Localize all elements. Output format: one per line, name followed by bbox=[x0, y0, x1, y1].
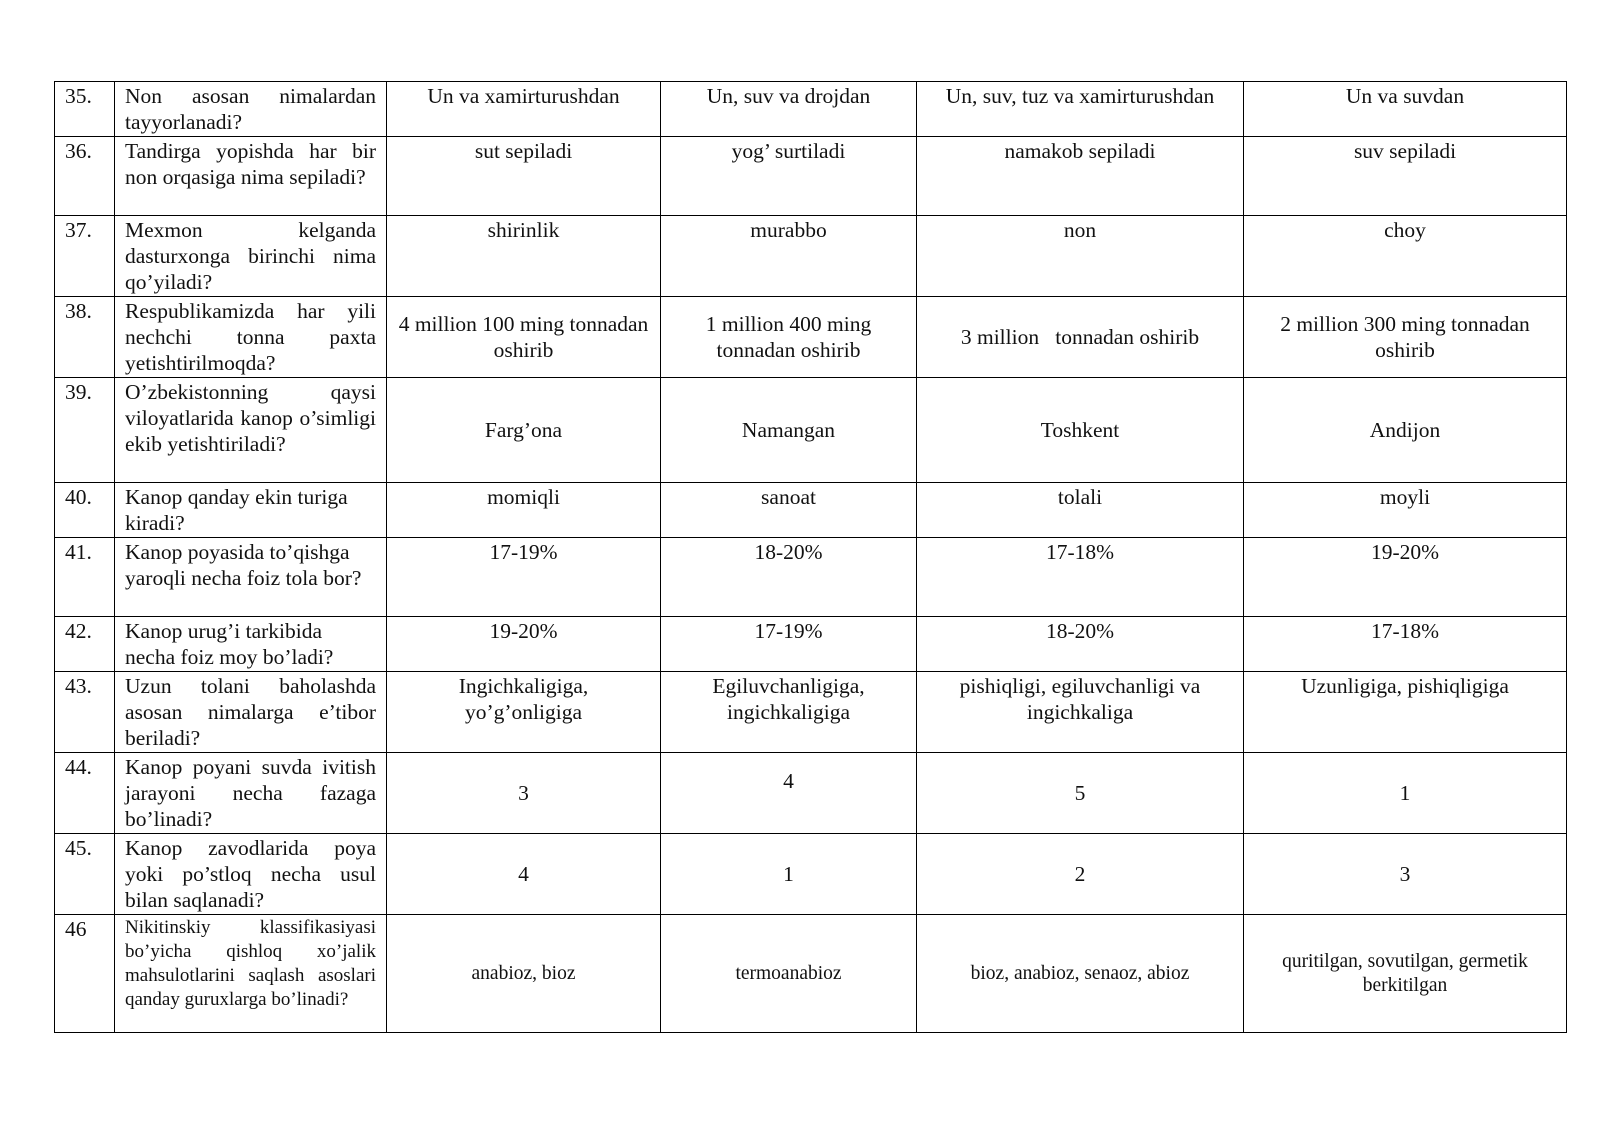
option-d: 1 bbox=[1244, 753, 1567, 834]
option-b: 4 bbox=[661, 753, 917, 834]
option-a: sut sepiladi bbox=[387, 137, 661, 216]
option-c: Un, suv, tuz va xamirturushdan bbox=[917, 82, 1244, 137]
option-b: termoanabioz bbox=[661, 915, 917, 1033]
question-text: Kanop qanday ekin turiga kiradi? bbox=[115, 483, 387, 538]
question-number: 35. bbox=[55, 82, 115, 137]
option-d: Uzunligiga, pishiqligiga bbox=[1244, 672, 1567, 753]
option-c: 3 million tonnadan oshirib bbox=[917, 297, 1244, 378]
option-a: shirinlik bbox=[387, 216, 661, 297]
option-c: non bbox=[917, 216, 1244, 297]
option-a: 19-20% bbox=[387, 617, 661, 672]
question-number: 39. bbox=[55, 378, 115, 483]
question-text: Respublikamizda har yili nechchi tonna paxta yetishtirilmoqda? bbox=[115, 297, 387, 378]
option-b: sanoat bbox=[661, 483, 917, 538]
option-c: Toshkent bbox=[917, 378, 1244, 483]
table-row bbox=[55, 915, 1567, 1033]
table-row bbox=[55, 483, 1567, 538]
table-row bbox=[55, 753, 1567, 834]
question-text: Non asosan nimalardan tayyorlanadi? bbox=[115, 82, 387, 137]
option-a: Farg’ona bbox=[387, 378, 661, 483]
question-number: 44. bbox=[55, 753, 115, 834]
question-number: 36. bbox=[55, 137, 115, 216]
option-c: 2 bbox=[917, 834, 1244, 915]
option-a: momiqli bbox=[387, 483, 661, 538]
question-text: Kanop poyasida to’qishga yaroqli necha foiz tola bor? bbox=[115, 538, 387, 617]
option-d: quritilgan, sovutilgan, germetik berkitilgan bbox=[1244, 915, 1567, 1033]
option-a: 17-19% bbox=[387, 538, 661, 617]
option-a: anabioz, bioz bbox=[387, 915, 661, 1033]
question-text: Tandirga yopishda har bir non orqasiga nima sepiladi? bbox=[115, 137, 387, 216]
question-text: Kanop urug’i tarkibida necha foiz moy bo’ladi? bbox=[115, 617, 387, 672]
option-a: 4 million 100 ming tonnadan oshirib bbox=[387, 297, 661, 378]
question-number: 43. bbox=[55, 672, 115, 753]
option-d: suv sepiladi bbox=[1244, 137, 1567, 216]
quiz-table bbox=[54, 81, 1567, 1033]
option-c: pishiqligi, egiluvchanligi va ingichkaliga bbox=[917, 672, 1244, 753]
option-b: Un, suv va drojdan bbox=[661, 82, 917, 137]
option-a: Un va xamirturushdan bbox=[387, 82, 661, 137]
question-number: 40. bbox=[55, 483, 115, 538]
table-row bbox=[55, 378, 1567, 483]
option-d: Un va suvdan bbox=[1244, 82, 1567, 137]
option-a: Ingichkaligiga, yo’g’onligiga bbox=[387, 672, 661, 753]
option-b: 1 bbox=[661, 834, 917, 915]
question-text: Kanop zavodlarida poya yoki po’stloq necha usul bilan saqlanadi? bbox=[115, 834, 387, 915]
question-text: Nikitinskiy klassifikasiyasi bo’yicha qishloq xo’jalik mahsulotlarini saqlash asoslari qanday guruxlarga bo’linadi? bbox=[115, 915, 387, 1033]
table-row bbox=[55, 672, 1567, 753]
question-number: 37. bbox=[55, 216, 115, 297]
table-row bbox=[55, 538, 1567, 617]
option-d: 17-18% bbox=[1244, 617, 1567, 672]
option-c: bioz, anabioz, senaoz, abioz bbox=[917, 915, 1244, 1033]
option-b: 18-20% bbox=[661, 538, 917, 617]
table-row bbox=[55, 617, 1567, 672]
option-c: 18-20% bbox=[917, 617, 1244, 672]
option-b: yog’ surtiladi bbox=[661, 137, 917, 216]
table-row bbox=[55, 82, 1567, 137]
option-d: 19-20% bbox=[1244, 538, 1567, 617]
option-c: tolali bbox=[917, 483, 1244, 538]
option-b: 1 million 400 ming tonnadan oshirib bbox=[661, 297, 917, 378]
table-row bbox=[55, 297, 1567, 378]
question-number: 46 bbox=[55, 915, 115, 1033]
option-c: namakob sepiladi bbox=[917, 137, 1244, 216]
option-d: moyli bbox=[1244, 483, 1567, 538]
question-number: 45. bbox=[55, 834, 115, 915]
option-d: 2 million 300 ming tonnadan oshirib bbox=[1244, 297, 1567, 378]
option-a: 3 bbox=[387, 753, 661, 834]
question-text: Mexmon kelganda dasturxonga birinchi nima qo’yiladi? bbox=[115, 216, 387, 297]
option-d: 3 bbox=[1244, 834, 1567, 915]
question-text: O’zbekistonning qaysi viloyatlarida kanop o’simligi ekib yetishtiriladi? bbox=[115, 378, 387, 483]
question-number: 42. bbox=[55, 617, 115, 672]
table-row bbox=[55, 834, 1567, 915]
question-number: 38. bbox=[55, 297, 115, 378]
option-b: Namangan bbox=[661, 378, 917, 483]
option-b: murabbo bbox=[661, 216, 917, 297]
option-c: 5 bbox=[917, 753, 1244, 834]
option-d: Andijon bbox=[1244, 378, 1567, 483]
option-c: 17-18% bbox=[917, 538, 1244, 617]
option-d: choy bbox=[1244, 216, 1567, 297]
question-text: Uzun tolani baholashda asosan nimalarga e’tibor beriladi? bbox=[115, 672, 387, 753]
question-number: 41. bbox=[55, 538, 115, 617]
option-b: Egiluvchanligiga, ingichkaligiga bbox=[661, 672, 917, 753]
table-row bbox=[55, 137, 1567, 216]
table-row bbox=[55, 216, 1567, 297]
question-text: Kanop poyani suvda ivitish jarayoni necha fazaga bo’linadi? bbox=[115, 753, 387, 834]
option-b: 17-19% bbox=[661, 617, 917, 672]
option-a: 4 bbox=[387, 834, 661, 915]
